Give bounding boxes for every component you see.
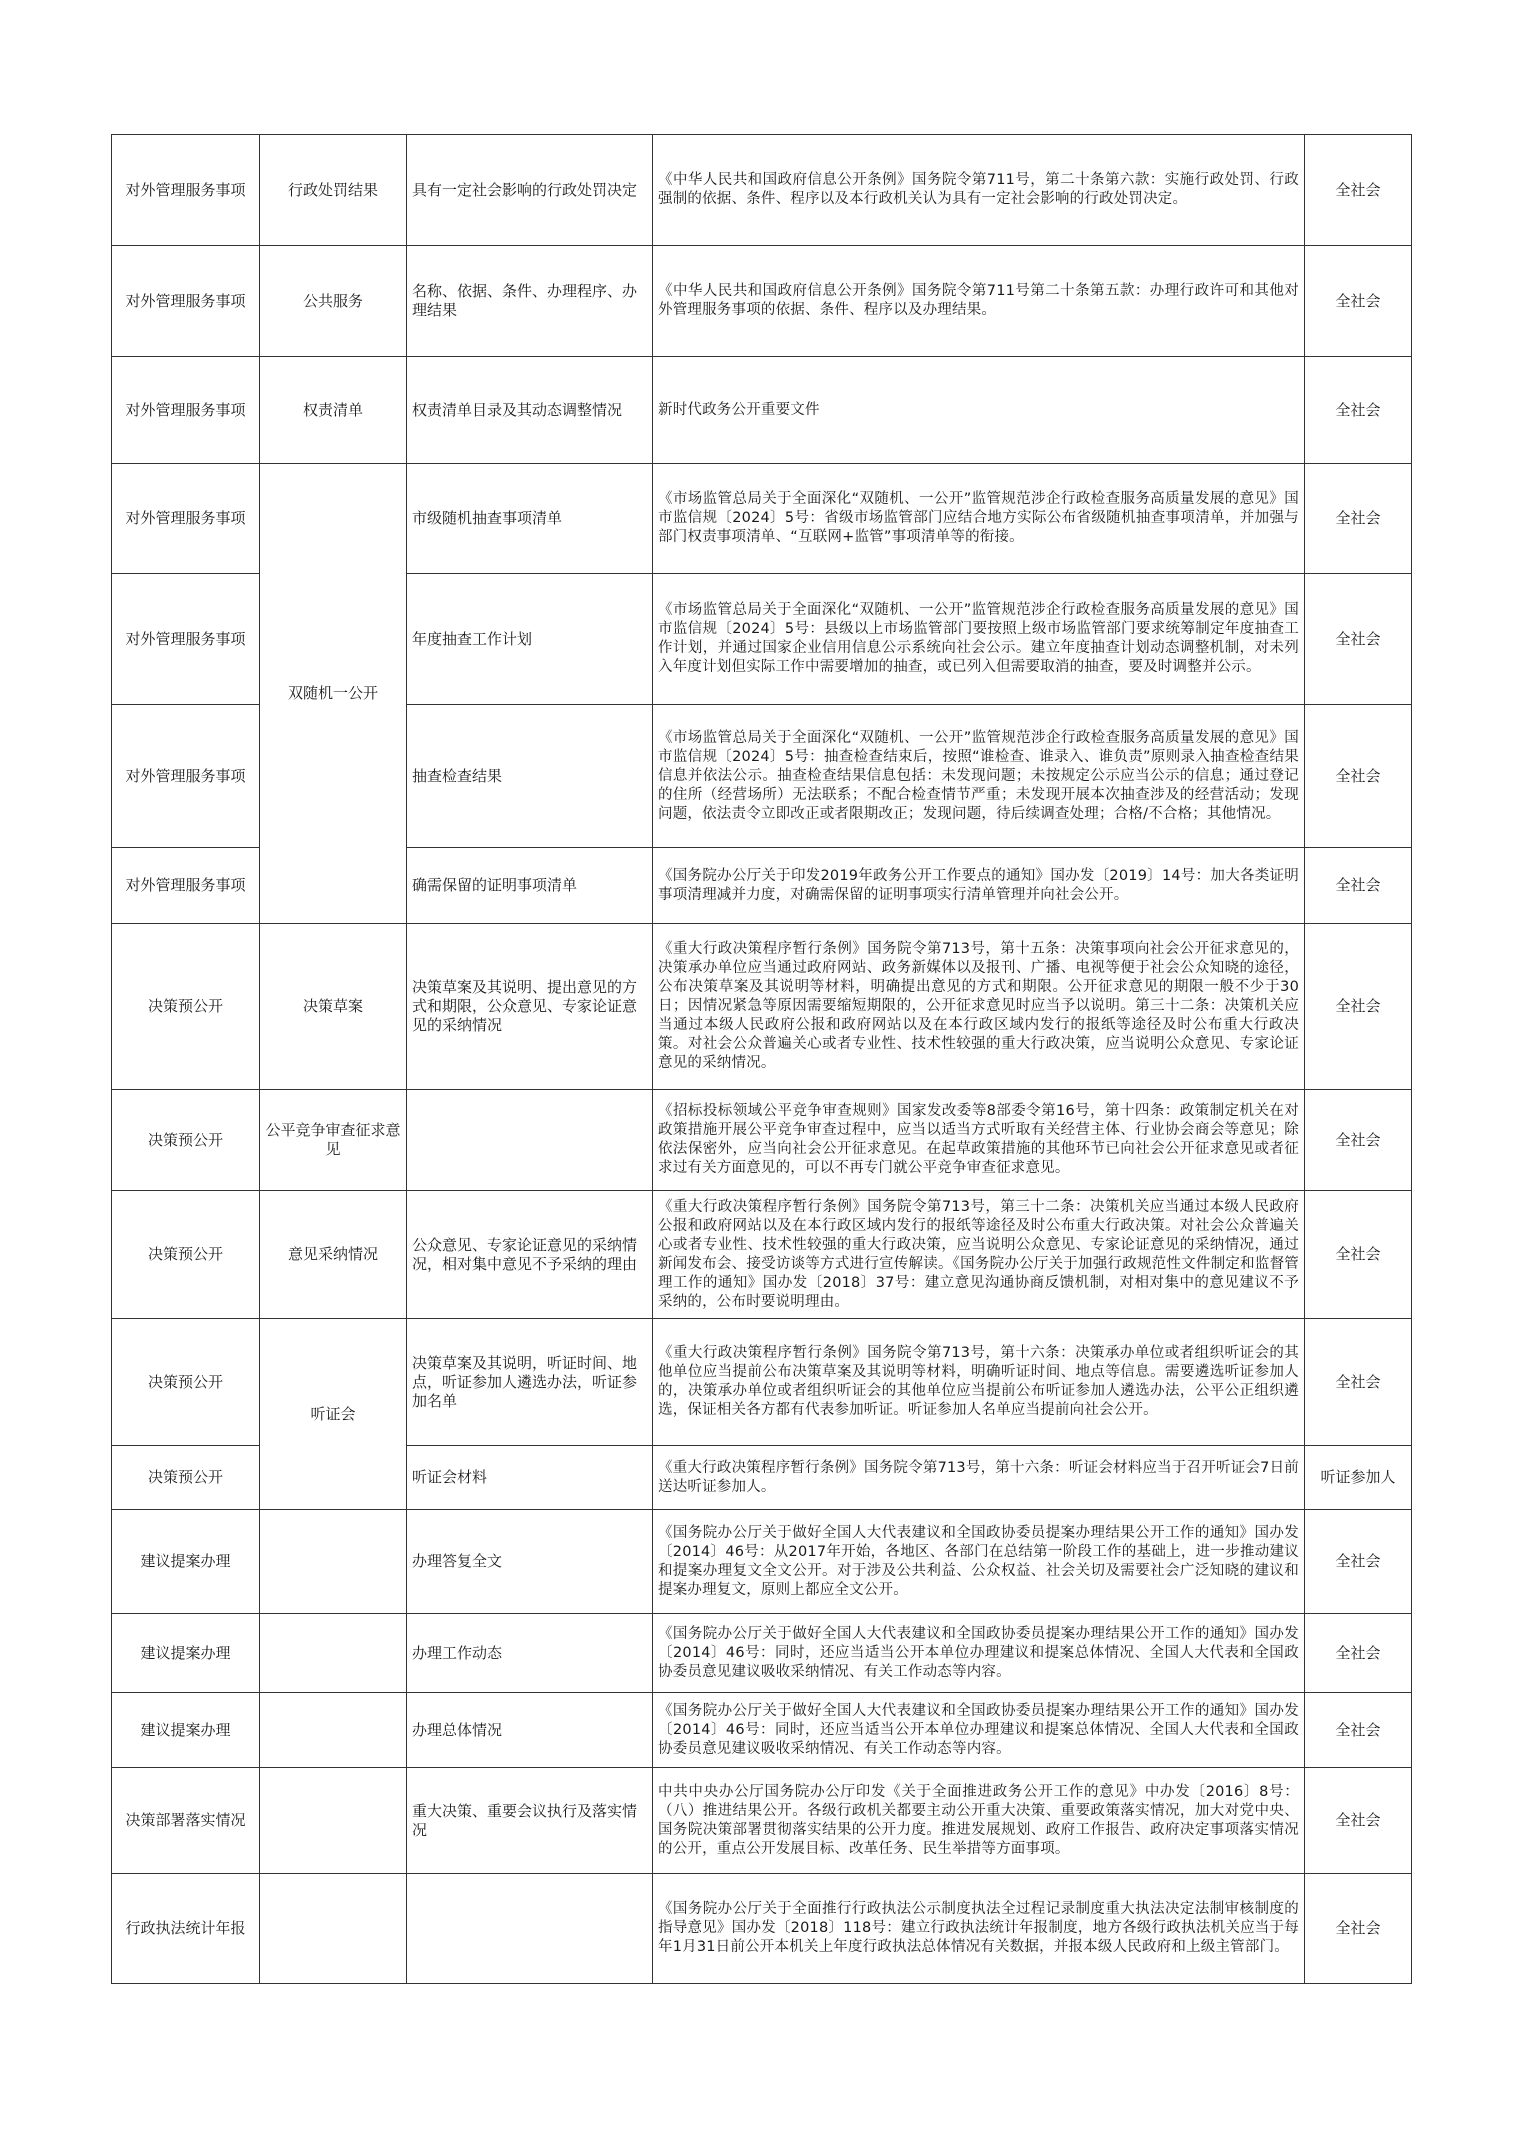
content-cell [407, 1874, 653, 1984]
category-cell: 对外管理服务事项 [112, 705, 260, 848]
content-cell: 办理总体情况 [407, 1693, 653, 1768]
content-cell: 重大决策、重要会议执行及落实情况 [407, 1768, 653, 1874]
scope-cell: 全社会 [1305, 1191, 1412, 1319]
disclosure-table [111, 134, 1412, 1984]
scope-cell: 全社会 [1305, 1768, 1412, 1874]
content-cell: 决策草案及其说明，听证时间、地点，听证参加人遴选办法，听证参加名单 [407, 1319, 653, 1446]
table-row [112, 1614, 1412, 1693]
table-row [112, 246, 1412, 357]
category-cell: 对外管理服务事项 [112, 464, 260, 574]
content-cell: 听证会材料 [407, 1446, 653, 1510]
basis-cell: 《国务院办公厅关于做好全国人大代表建议和全国政协委员提案办理结果公开工作的通知》国办发〔2014〕46号：从2017年开始，各地区、各部门在总结第一阶段工作的基础上，进一步推动建议和提案办理复文全文公开。对于涉及公共利益、公众权益、社会关切及需要社会广泛知晓的建议和提案办理复文，原则上都应全文公开。 [653, 1510, 1305, 1614]
scope-cell: 全社会 [1305, 574, 1412, 705]
basis-cell [653, 924, 1305, 1090]
basis-cell: 《中华人民共和国政府信息公开条例》国务院令第711号第二十条第五款：办理行政许可和其他对外管理服务事项的依据、条件、程序以及办理结果。 [653, 246, 1305, 357]
content-cell: 公众意见、专家论证意见的采纳情况，相对集中意见不予采纳的理由 [407, 1191, 653, 1319]
basis-cell: 《国务院办公厅关于印发2019年政务公开工作要点的通知》国办发〔2019〕14号：加大各类证明事项清理减并力度，对确需保留的证明事项实行清单管理并向社会公开。 [653, 848, 1305, 924]
basis-text: 《重大行政决策程序暂行条例》国务院令第713号，第十五条：决策事项向社会公开征求意见的，决策承办单位应当通过政府网站、政务新媒体以及报刊、广播、电视等便于社会公众知晓的途径，公布决策草案及其说明等材料，明确提出意见的方式和期限。公开征求意见的期限一般不少于30日；因情况紧急等原因需要缩短期限的，公开征求意见时应当予以说明。第三十二条：决策机关应当通过本级人民政府公报和政府网站以及在本行政区域内发行的报纸等途径及时公布重大行政决策。对社会公众普遍关心或者专业性、技术性较强的重大行政决策，应当说明公众意见、专家论证意见的采纳情况。 [658, 941, 1299, 1071]
category-cell: 对外管理服务事项 [112, 574, 260, 705]
content-cell: 名称、依据、条件、办理程序、办理结果 [407, 246, 653, 357]
item-cell: 行政处罚结果 [260, 135, 407, 246]
scope-cell: 全社会 [1305, 1693, 1412, 1768]
content-cell: 办理工作动态 [407, 1614, 653, 1693]
scope-cell: 全社会 [1305, 1874, 1412, 1984]
scope-cell: 全社会 [1305, 924, 1412, 1090]
category-cell: 对外管理服务事项 [112, 135, 260, 246]
table-row [112, 135, 1412, 246]
category-cell: 建议提案办理 [112, 1693, 260, 1768]
scope-cell: 全社会 [1305, 246, 1412, 357]
basis-text: 《招标投标领域公平竞争审查规则》国家发改委等8部委令第16号，第十四条：政策制定机关在对政策措施开展公平竞争审查过程中，应当以适当方式听取有关经营主体、行业协会商会等意见；除依法保密外，应当向社会公开征求意见。在起草政策措施的其他环节已向社会公开征求意见或者征求过有关方面意见的，可以不再专门就公平竞争审查征求意见。 [658, 1103, 1299, 1176]
scope-cell: 全社会 [1305, 705, 1412, 848]
item-cell: 决策草案 [260, 924, 407, 1090]
content-cell [407, 1090, 653, 1191]
scope-cell: 全社会 [1305, 848, 1412, 924]
table-row [112, 924, 1412, 1090]
item-cell [260, 1768, 407, 1874]
basis-cell: 新时代政务公开重要文件 [653, 357, 1305, 464]
scope-cell: 全社会 [1305, 1090, 1412, 1191]
item-cell: 双随机一公开 [260, 464, 407, 924]
scope-cell: 全社会 [1305, 135, 1412, 246]
category-cell: 对外管理服务事项 [112, 246, 260, 357]
category-cell: 决策预公开 [112, 1191, 260, 1319]
content-cell: 确需保留的证明事项清单 [407, 848, 653, 924]
category-cell: 行政执法统计年报 [112, 1874, 260, 1984]
basis-cell: 《市场监管总局关于全面深化“双随机、一公开”监管规范涉企行政检查服务高质量发展的意见》国市监信规〔2024〕5号：县级以上市场监管部门要按照上级市场监管部门要求统筹制定年度抽查工作计划，并通过国家企业信用信息公示系统向社会公示。建立年度抽查计划动态调整机制，对未列入年度计划但实际工作中需要增加的抽查，或已列入但需要取消的抽查，要及时调整并公示。 [653, 574, 1305, 705]
content-cell: 具有一定社会影响的行政处罚决定 [407, 135, 653, 246]
category-cell: 决策预公开 [112, 1319, 260, 1446]
scope-cell: 全社会 [1305, 1614, 1412, 1693]
basis-cell: 《国务院办公厅关于全面推行行政执法公示制度执法全过程记录制度重大执法决定法制审核制度的指导意见》国办发〔2018〕118号：建立行政执法统计年报制度，地方各级行政执法机关应当于每年1月31日前公开本机关上年度行政执法总体情况有关数据，并报本级人民政府和上级主管部门。 [653, 1874, 1305, 1984]
basis-cell [653, 1090, 1305, 1191]
scope-cell: 全社会 [1305, 1319, 1412, 1446]
content-cell: 办理答复全文 [407, 1510, 653, 1614]
content-cell: 权责清单目录及其动态调整情况 [407, 357, 653, 464]
content-cell: 年度抽查工作计划 [407, 574, 653, 705]
item-cell [260, 1874, 407, 1984]
category-cell: 对外管理服务事项 [112, 357, 260, 464]
category-cell: 决策部署落实情况 [112, 1768, 260, 1874]
basis-cell: 《市场监管总局关于全面深化“双随机、一公开”监管规范涉企行政检查服务高质量发展的意见》国市监信规〔2024〕5号：省级市场监管部门应结合地方实际公布省级随机抽查事项清单，并加强与部门权责事项清单、“互联网+监管”事项清单等的衔接。 [653, 464, 1305, 574]
table-row [112, 464, 1412, 574]
category-cell: 决策预公开 [112, 1090, 260, 1191]
table-row [112, 1191, 1412, 1319]
scope-cell: 听证参加人 [1305, 1446, 1412, 1510]
item-cell: 听证会 [260, 1319, 407, 1510]
item-cell: 意见采纳情况 [260, 1191, 407, 1319]
basis-cell: 《重大行政决策程序暂行条例》国务院令第713号，第十六条：听证会材料应当于召开听证会7日前送达听证参加人。 [653, 1446, 1305, 1510]
basis-cell: 《市场监管总局关于全面深化“双随机、一公开”监管规范涉企行政检查服务高质量发展的意见》国市监信规〔2024〕5号：抽查检查结束后，按照“谁检查、谁录入、谁负责”原则录入抽查检查结果信息并依法公示。抽查检查结果信息包括：未发现问题；未按规定公示应当公示的信息；通过登记的住所（经营场所）无法联系；不配合检查情节严重；未发现开展本次抽查涉及的经营活动；发现问题，依法责令立即改正或者限期改正；发现问题，待后续调查处理；合格/不合格；其他情况。 [653, 705, 1305, 848]
category-cell: 建议提案办理 [112, 1614, 260, 1693]
category-cell: 决策预公开 [112, 924, 260, 1090]
item-cell [260, 1614, 407, 1693]
category-cell: 建议提案办理 [112, 1510, 260, 1614]
scope-cell: 全社会 [1305, 1510, 1412, 1614]
item-cell: 公平竞争审查征求意见 [260, 1090, 407, 1191]
table-row [112, 1768, 1412, 1874]
item-cell [260, 1510, 407, 1614]
table-row [112, 1874, 1412, 1984]
basis-cell: 《中华人民共和国政府信息公开条例》国务院令第711号，第二十条第六款：实施行政处罚、行政强制的依据、条件、程序以及本行政机关认为具有一定社会影响的行政处罚决定。 [653, 135, 1305, 246]
basis-text: 《重大行政决策程序暂行条例》国务院令第713号，第三十二条：决策机关应当通过本级人民政府公报和政府网站以及在本行政区域内发行的报纸等途径及时公布重大行政决策。对社会公众普遍关心或者专业性、技术性较强的重大行政决策，应当说明公众意见、专家论证意见的采纳情况，通过新闻发布会、接受访谈等方式进行宣传解读。《国务院办公厅关于加强行政规范性文件制定和监督管理工作的通知》国办发〔2018〕37号：建立意见沟通协商反馈机制，对相对集中的意见建议不予采纳的，公布时要说明理由。 [658, 1198, 1299, 1310]
item-cell: 公共服务 [260, 246, 407, 357]
basis-cell: 《重大行政决策程序暂行条例》国务院令第713号，第十六条：决策承办单位或者组织听证会的其他单位应当提前公布决策草案及其说明等材料，明确听证时间、地点等信息。需要遴选听证参加人的，决策承办单位或者组织听证会的其他单位应当提前公布听证参加人遴选办法，公平公正组织遴选，保证相关各方都有代表参加听证。听证参加人名单应当提前向社会公开。 [653, 1319, 1305, 1446]
table-row [112, 1693, 1412, 1768]
category-cell: 决策预公开 [112, 1446, 260, 1510]
item-cell [260, 1693, 407, 1768]
content-cell: 市级随机抽查事项清单 [407, 464, 653, 574]
table-row [112, 357, 1412, 464]
category-cell: 对外管理服务事项 [112, 848, 260, 924]
table-row [112, 1090, 1412, 1191]
basis-cell: 中共中央办公厅国务院办公厅印发《关于全面推进政务公开工作的意见》中办发〔2016〕8号：（八）推进结果公开。各级行政机关都要主动公开重大决策、重要政策落实情况，加大对党中央、国务院决策部署贯彻落实结果的公开力度。推进发展规划、政府工作报告、政府决定事项落实情况的公开，重点公开发展目标、改革任务、民生举措等方面事项。 [653, 1768, 1305, 1874]
basis-cell: 《国务院办公厅关于做好全国人大代表建议和全国政协委员提案办理结果公开工作的通知》国办发〔2014〕46号：同时，还应当适当公开本单位办理建议和提案总体情况、全国人大代表和全国政协委员意见建议吸收采纳情况、有关工作动态等内容。 [653, 1614, 1305, 1693]
scope-cell: 全社会 [1305, 357, 1412, 464]
content-cell: 决策草案及其说明、提出意见的方式和期限，公众意见、专家论证意见的采纳情况 [407, 924, 653, 1090]
content-cell: 抽查检查结果 [407, 705, 653, 848]
table-row [112, 1319, 1412, 1446]
basis-cell [653, 1191, 1305, 1319]
scope-cell: 全社会 [1305, 464, 1412, 574]
item-cell: 权责清单 [260, 357, 407, 464]
table-row [112, 1510, 1412, 1614]
basis-cell: 《国务院办公厅关于做好全国人大代表建议和全国政协委员提案办理结果公开工作的通知》国办发〔2014〕46号：同时，还应当适当公开本单位办理建议和提案总体情况、全国人大代表和全国政协委员意见建议吸收采纳情况、有关工作动态等内容。 [653, 1693, 1305, 1768]
